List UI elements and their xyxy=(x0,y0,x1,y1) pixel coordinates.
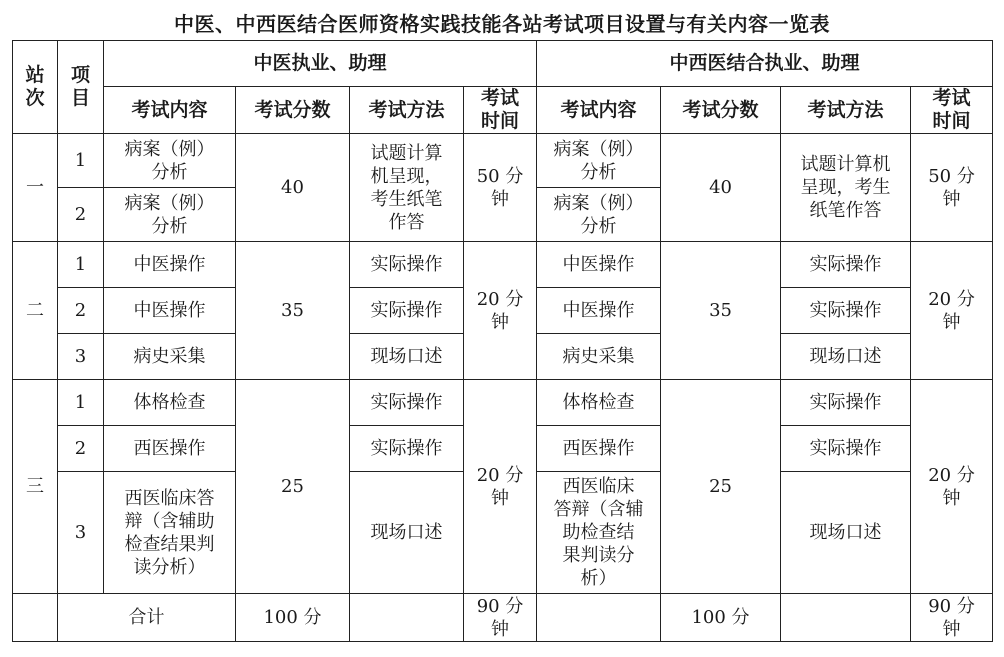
integrated-method-cell: 现场口述 xyxy=(781,472,911,594)
tcm-score-cell: 25 xyxy=(236,380,350,594)
integrated-method-cell: 实际操作 xyxy=(781,242,911,288)
header-group-tcm: 中医执业、助理 xyxy=(104,41,537,87)
integrated-content-cell: 病案（例） 分析 xyxy=(537,134,661,188)
tcm-time-cell: 20 分 钟 xyxy=(464,380,537,594)
exam-table xyxy=(12,40,993,642)
integrated-score-cell: 35 xyxy=(661,242,781,380)
table-row xyxy=(13,242,993,288)
station-cell: 二 xyxy=(13,242,58,380)
page-title: 中医、中西医结合医师资格实践技能各站考试项目设置与有关内容一览表 xyxy=(174,12,830,36)
item-cell: 1 xyxy=(58,134,104,188)
header-tcm-content: 考试内容 xyxy=(104,87,236,134)
tcm-score-cell: 35 xyxy=(236,242,350,380)
integrated-method-cell: 试题计算机 呈现，考生 纸笔作答 xyxy=(781,134,911,242)
integrated-method-cell: 实际操作 xyxy=(781,380,911,426)
integrated-score-cell: 25 xyxy=(661,380,781,594)
integrated-time-cell: 20 分 钟 xyxy=(911,242,993,380)
item-cell: 1 xyxy=(58,380,104,426)
tcm-time-cell: 20 分 钟 xyxy=(464,242,537,380)
station-cell: 一 xyxy=(13,134,58,242)
tcm-content-cell: 病案（例） 分析 xyxy=(104,188,236,242)
tcm-method-cell: 试题计算 机呈现， 考生纸笔 作答 xyxy=(350,134,464,242)
header-integrated-score: 考试分数 xyxy=(661,87,781,134)
item-cell: 3 xyxy=(58,472,104,594)
integrated-content-cell: 中医操作 xyxy=(537,288,661,334)
item-cell: 2 xyxy=(58,426,104,472)
integrated-time-cell: 20 分 钟 xyxy=(911,380,993,594)
item-cell: 2 xyxy=(58,288,104,334)
header-integrated-time: 考试 时间 xyxy=(911,87,993,134)
tcm-content-cell: 病案（例） 分析 xyxy=(104,134,236,188)
integrated-score-cell: 40 xyxy=(661,134,781,242)
integrated-content-cell: 中医操作 xyxy=(537,242,661,288)
tcm-content-cell: 西医临床答 辩（含辅助 检查结果判 读分析） xyxy=(104,472,236,594)
header-group-integrated: 中西医结合执业、助理 xyxy=(537,41,993,87)
header-station: 站 次 xyxy=(13,41,58,134)
header-integrated-content: 考试内容 xyxy=(537,87,661,134)
integrated-content-cell: 体格检查 xyxy=(537,380,661,426)
integrated-method-cell: 实际操作 xyxy=(781,288,911,334)
tcm-method-cell: 实际操作 xyxy=(350,426,464,472)
integrated-total-time: 90 分 钟 xyxy=(911,594,993,642)
tcm-content-cell: 西医操作 xyxy=(104,426,236,472)
total-label: 合计 xyxy=(58,594,236,642)
tcm-total-time: 90 分 钟 xyxy=(464,594,537,642)
tcm-time-cell: 50 分 钟 xyxy=(464,134,537,242)
table-row xyxy=(13,380,993,426)
tcm-score-cell: 40 xyxy=(236,134,350,242)
integrated-time-cell: 50 分 钟 xyxy=(911,134,993,242)
total-empty-cell xyxy=(13,594,58,642)
tcm-method-cell: 实际操作 xyxy=(350,380,464,426)
tcm-total-score: 100 分 xyxy=(236,594,350,642)
item-cell: 1 xyxy=(58,242,104,288)
tcm-content-cell: 病史采集 xyxy=(104,334,236,380)
tcm-total-method-empty xyxy=(350,594,464,642)
item-cell: 2 xyxy=(58,188,104,242)
header-tcm-time: 考试 时间 xyxy=(464,87,537,134)
integrated-total-score: 100 分 xyxy=(661,594,781,642)
tcm-method-cell: 实际操作 xyxy=(350,288,464,334)
total-row xyxy=(13,594,993,642)
tcm-method-cell: 现场口述 xyxy=(350,334,464,380)
header-tcm-score: 考试分数 xyxy=(236,87,350,134)
integrated-method-cell: 实际操作 xyxy=(781,426,911,472)
header-tcm-method: 考试方法 xyxy=(350,87,464,134)
integrated-method-cell: 现场口述 xyxy=(781,334,911,380)
table-row xyxy=(13,134,993,188)
tcm-content-cell: 中医操作 xyxy=(104,242,236,288)
integrated-content-cell: 病案（例） 分析 xyxy=(537,188,661,242)
integrated-content-cell: 病史采集 xyxy=(537,334,661,380)
tcm-method-cell: 现场口述 xyxy=(350,472,464,594)
integrated-content-cell: 西医临床 答辩（含辅 助检查结 果判读分 析） xyxy=(537,472,661,594)
tcm-content-cell: 中医操作 xyxy=(104,288,236,334)
header-item: 项 目 xyxy=(58,41,104,134)
tcm-content-cell: 体格检查 xyxy=(104,380,236,426)
item-cell: 3 xyxy=(58,334,104,380)
integrated-content-cell: 西医操作 xyxy=(537,426,661,472)
station-cell: 三 xyxy=(13,380,58,594)
integrated-total-method-empty xyxy=(781,594,911,642)
header-integrated-method: 考试方法 xyxy=(781,87,911,134)
integrated-total-content-empty xyxy=(537,594,661,642)
tcm-method-cell: 实际操作 xyxy=(350,242,464,288)
